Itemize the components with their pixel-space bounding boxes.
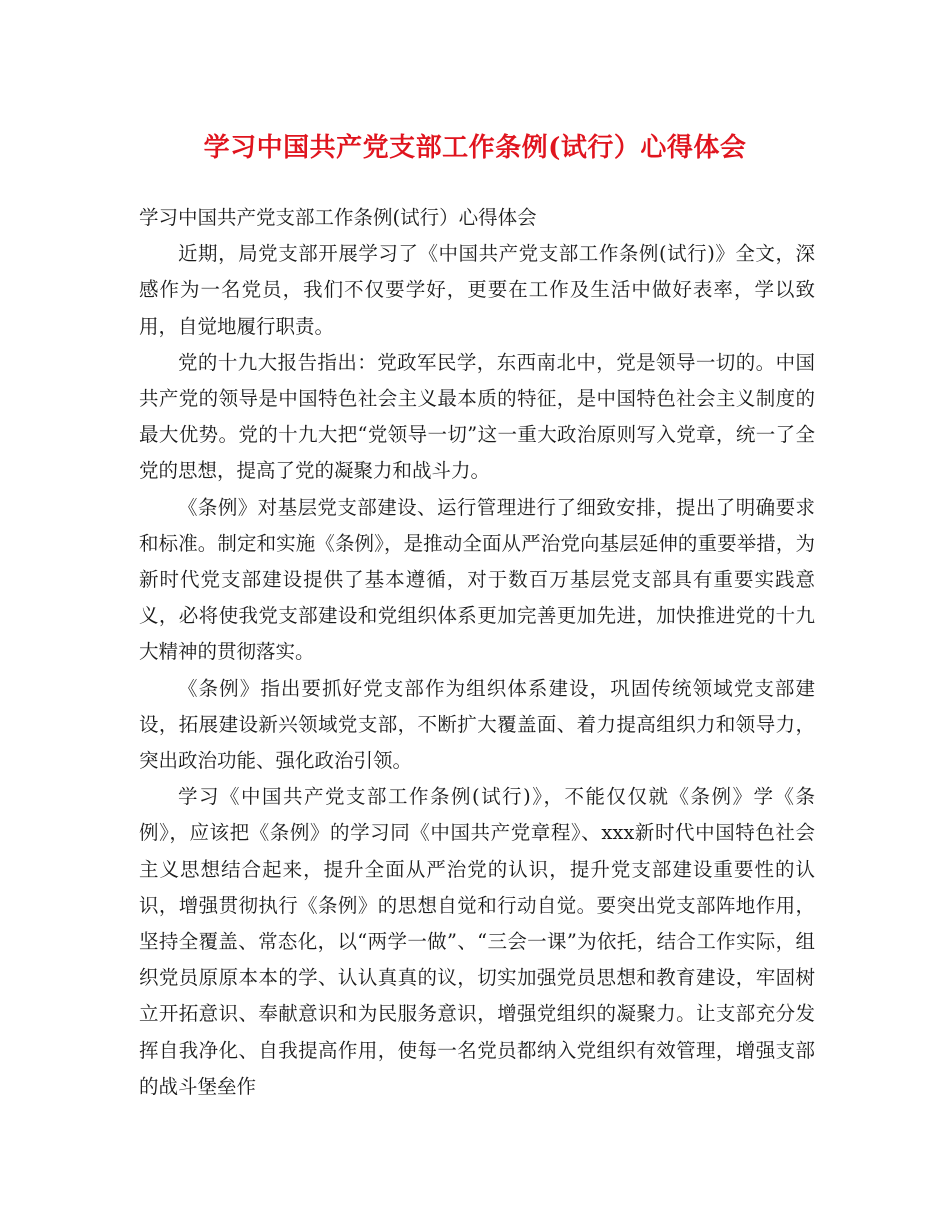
- paragraph-1: 近期，局党支部开展学习了《中国共产党支部工作条例(试行)》全文，深感作为一名党员，我们不仅要学好，更要在工作及生活中做好表率，学以致用，自觉地履行职责。: [139, 242, 815, 338]
- paragraph-3: 《条例》对基层党支部建设、运行管理进行了细致安排，提出了明确要求和标准。制定和实施《条例》，是推动全面从严治党向基层延伸的重要举措，为新时代党支部建设提供了基本遵循，对于数百万基层党支部具有重要实践意义，必将使我党支部建设和党组织体系更加完善更加先进，加快推进党的十九大精神的贯彻落实。: [139, 495, 815, 664]
- document-subtitle: 学习中国共产党支部工作条例(试行）心得体会: [139, 206, 537, 229]
- document-body: [139, 200, 815, 1105]
- paragraph-5: 学习《中国共产党支部工作条例(试行)》，不能仅仅就《条例》学《条例》，应该把《条例》的学习同《中国共产党章程》、xxx新时代中国特色社会主义思想结合起来，提升全面从严治党的认识，提升党支部建设重要性的认识，增强贯彻执行《条例》的思想自觉和行动自觉。要突出党支部阵地作用，坚持全覆盖、常态化，以“两学一做”、“三会一课”为依托，结合工作实际，组织党员原原本本的学、认认真真的议，切实加强党员思想和教育建设，牢固树立开拓意识、奉献意识和为民服务意识，增强党组织的凝聚力。让支部充分发挥自我净化、自我提高作用，使每一名党员都纳入党组织有效管理，增强支部的战斗堡垒作: [139, 785, 815, 1098]
- paragraph-2: 党的十九大报告指出：党政军民学，东西南北中，党是领导一切的。中国共产党的领导是中国特色社会主义最本质的特征，是中国特色社会主义制度的最大优势。党的十九大把“党领导一切”这一重大政治原则写入党章，统一了全党的思想，提高了党的凝聚力和战斗力。: [139, 350, 815, 483]
- paragraph-4: 《条例》指出要抓好党支部作为组织体系建设，巩固传统领域党支部建设，拓展建设新兴领域党支部，不断扩大覆盖面、着力提高组织力和领导力，突出政治功能、强化政治引领。: [139, 676, 815, 773]
- document-title: 学习中国共产党支部工作条例(试行）心得体会: [203, 133, 747, 163]
